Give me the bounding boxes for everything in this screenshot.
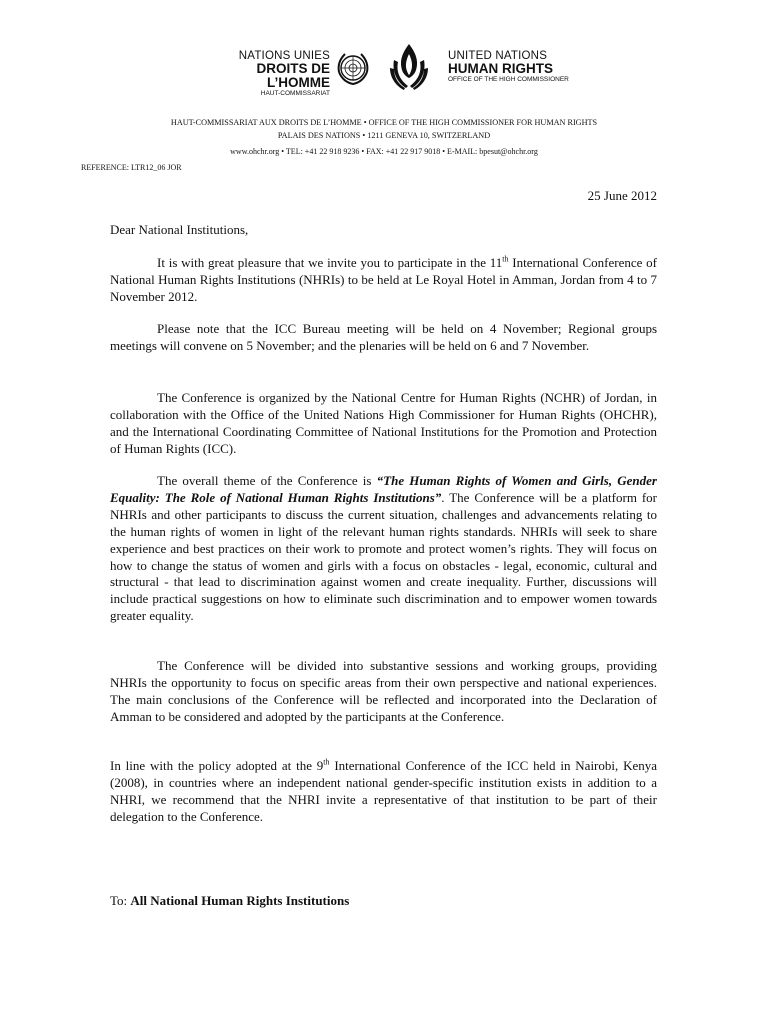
p1-text-b: International Conference of National Human Rights Institutions (NHRIs) to be held at Le Royal Hotel in Amman, Jordan from 4 to 7 November 2012. <box>110 255 657 304</box>
un-emblem-icon <box>333 48 373 88</box>
p4-text-b: . The Conference will be a platform for NHRIs and other participants to discuss the current situation, challenges and advancements relating to the human rights of women in light of the relevant human rights standards. NHRIs will seek to share experience and best practices on their work to promote and protect women’s rights. They will focus on how to change the status of women and girls with a focus on obstacles - legal, economic, cultural and structural - that lead to discrimination against women and create inequality. Further, discussions will include practical suggestions on how to eliminate such discrimination and to empower women towards greater equality. <box>110 489 658 624</box>
paragraph-theme <box>110 473 657 625</box>
recipient-line <box>110 893 349 909</box>
recipient-name: All National Human Rights Institutions <box>130 893 350 908</box>
p2-text: Please note that the ICC Bureau meeting will be held on 4 November; Regional groups meetings will convene on 5 November; and the plenaries will be held on 6 and 7 November. <box>110 321 657 353</box>
paragraph-schedule <box>110 321 657 355</box>
p4-text-a: The overall theme of the Conference is <box>157 473 377 488</box>
paragraph-policy <box>110 758 657 826</box>
p6-text-b: International Conference of the ICC held in Nairobi, Kenya (2008), in countries where an independent national gender-specific institution exists in addition to a NHRI, we recommend that the NHRI invite a representative of that institution to be part of their delegation to the Conference. <box>110 758 657 824</box>
logo-en-line1: UNITED NATIONS <box>448 50 548 62</box>
paragraph-invitation <box>110 255 657 306</box>
conference-theme: “The Human Rights of Women and Girls, Gender Equality: The Role of National Human Rights Institutions” <box>110 473 657 505</box>
letterhead-logo <box>190 40 590 102</box>
letter-date: 25 June 2012 <box>587 188 657 203</box>
p3-text: The Conference is organized by the National Centre for Human Rights (NCHR) of Jordan, in collaboration with the Office of the United Nations High Commissioner for Human Rights (OHCHR), and the International Coordinating Committee of National Institutions for the Promotion and Protection of Human Rights (ICC). <box>110 390 657 456</box>
paragraph-sessions <box>110 658 657 726</box>
letterhead-address: PALAIS DES NATIONS • 1211 GENEVA 10, SWITZERLAND <box>277 131 491 140</box>
p6-text-a: In line with the policy adopted at the 9 <box>110 758 324 773</box>
logo-french-text <box>190 50 330 98</box>
logo-en-line2: HUMAN RIGHTS <box>448 61 553 77</box>
p6-superscript: th <box>323 757 330 767</box>
salutation: Dear National Institutions, <box>110 222 249 237</box>
logo-fr-line2: DROITS DE L’HOMME <box>256 61 330 91</box>
logo-en-line3: OFFICE OF THE HIGH COMMISSIONER <box>448 76 569 84</box>
p1-text-a: It is with great pleasure that we invite you to participate in the 11 <box>157 255 503 270</box>
p1-superscript: th <box>502 254 509 264</box>
logo-fr-line1: NATIONS UNIES <box>238 50 330 62</box>
letterhead-office: HAUT-COMMISSARIAT AUX DROITS DE L’HOMME • OFFICE OF THE HIGH COMMISSIONER FOR HUMAN RIGHTS <box>170 118 598 127</box>
logo-fr-line3: HAUT-COMMISSARIAT <box>260 90 330 98</box>
paragraph-organizers <box>110 390 657 458</box>
p5-text: The Conference will be divided into substantive sessions and working groups, providing NHRIs the opportunity to focus on specific areas from their own perspective and national experiences. The main conclusions of the Conference will be reflected and incorporated into the Declaration of Amman to be considered and adopted by the participants at the Conference. <box>110 658 657 724</box>
logo-english-text <box>448 50 598 84</box>
reference-number: REFERENCE: LTR12_06 JOR <box>81 163 182 172</box>
recipient-label: To: <box>110 893 131 908</box>
letterhead-contact: www.ohchr.org • TEL: +41 22 918 9236 • FAX: +41 22 917 9018 • E-MAIL: bpesut@ohchr.org <box>230 147 538 156</box>
human-rights-flame-icon <box>386 40 432 94</box>
